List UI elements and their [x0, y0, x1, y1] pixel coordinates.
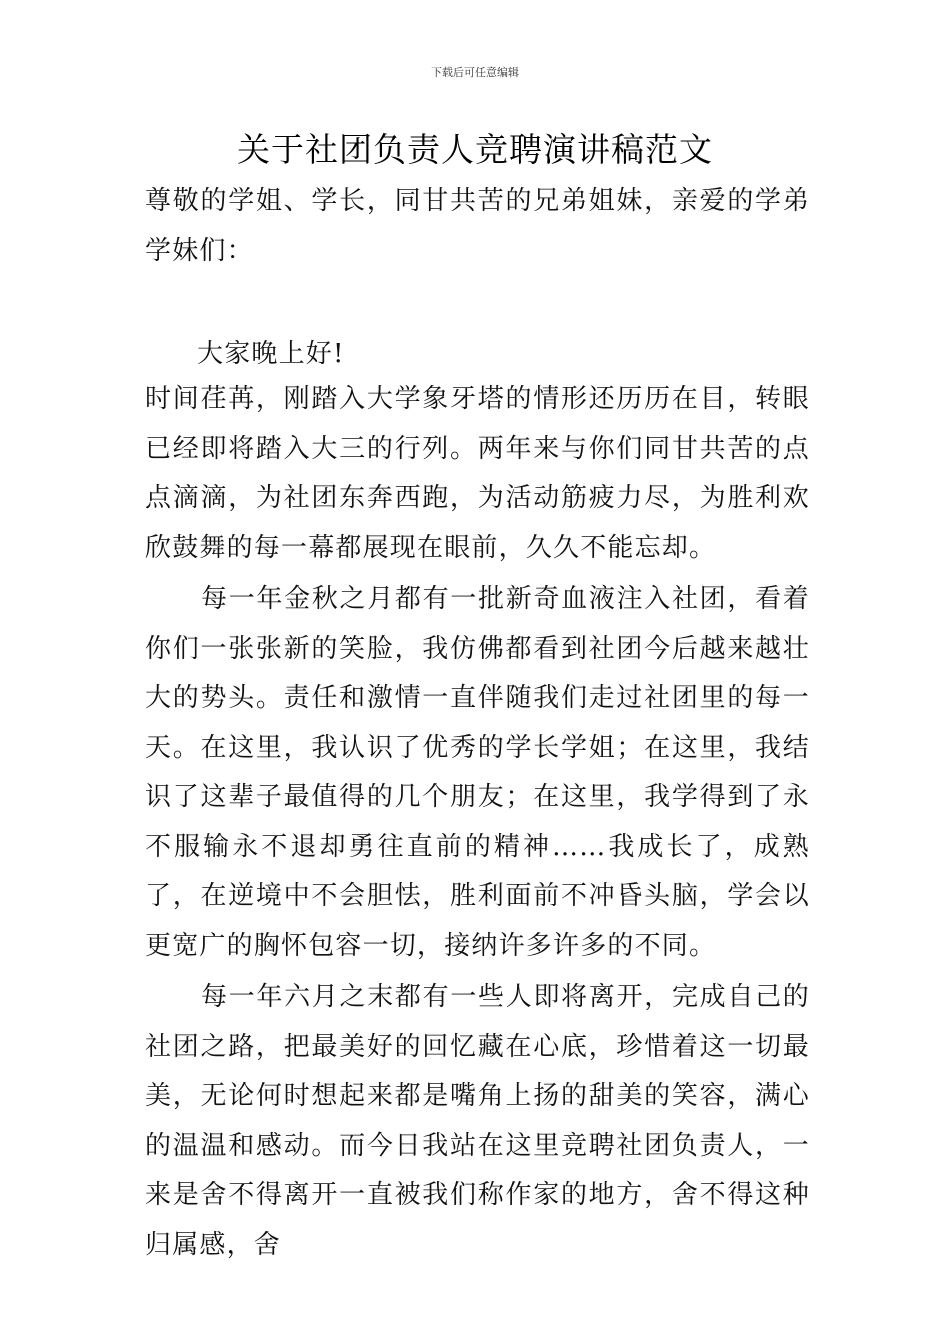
body-paragraph-1: 时间荏苒，刚踏入大学象牙塔的情形还历历在目，转眼已经即将踏入大三的行列。两年来与你们同甘共苦的点点滴滴，为社团东奔西跑，为活动筋疲力尽，为胜利欢欣鼓舞的每一幕都展现在眼前，久久不能忘却。 — [145, 384, 810, 563]
header-note: 下载后可任意编辑 — [431, 66, 519, 79]
salutation-paragraph: 尊敬的学姐、学长，同甘共苦的兄弟姐妹，亲爱的学弟学妹们： — [145, 186, 810, 266]
body-paragraph-2: 每一年金秋之月都有一批新奇血液注入社团，看着你们一张张新的笑脸，我仿佛都看到社团今后越来越壮大的势头。责任和激情一直伴随我们走过社团里的每一天。在这里，我认识了优秀的学长学姐；在这里，我结识了这辈子最值得的几个朋友；在这里，我学得到了永不服输永不退却勇往直前的精神……我成长了，成熟了，在逆境中不会胆怯，胜利面前不冲昏头脑，学会以更宽广的胸怀包容一切，接纳许多许多的不同。 — [145, 584, 810, 961]
document-title: 关于社团负责人竞聘演讲稿范文 — [237, 130, 713, 169]
greeting-paragraph: 大家晚上好! — [197, 339, 345, 369]
body-paragraph-3: 每一年六月之末都有一些人即将离开，完成自己的社团之路，把最美好的回忆藏在心底，珍惜着这一切最美，无论何时想起来都是嘴角上扬的甜美的笑容，满心的温温和感动。而今日我站在这里竞聘社团负责人，一来是舍不得离开一直被我们称作家的地方，舍不得这种归属感，舍 — [145, 982, 810, 1260]
